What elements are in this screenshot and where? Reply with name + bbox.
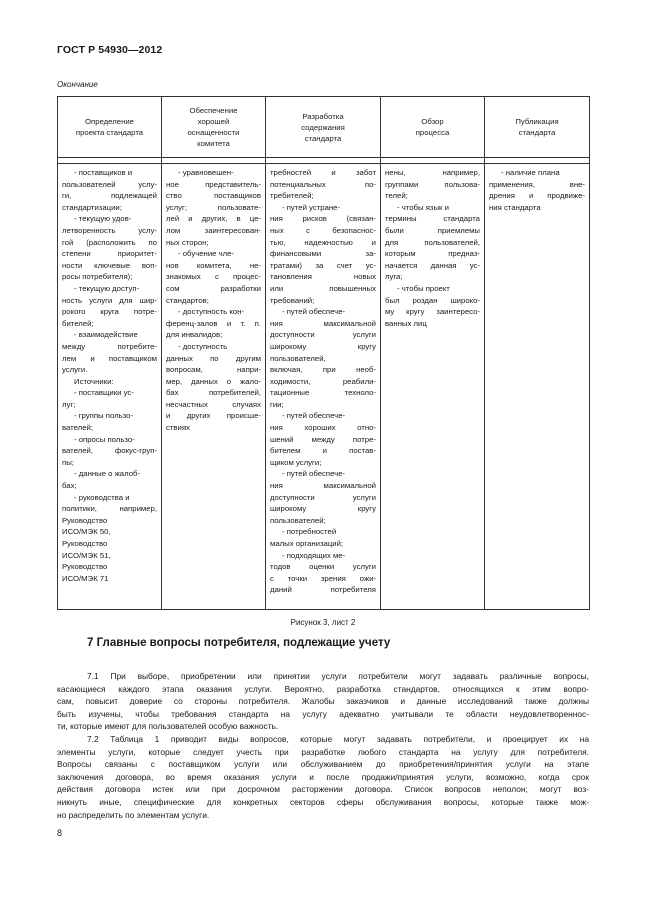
cell-text-line: пользователей, <box>270 353 326 363</box>
cell-text-line: щиком услуги; <box>270 457 322 467</box>
cell-text-line: стандартов; <box>166 295 209 305</box>
column-header-label: Определение проекта стандарта <box>75 117 144 137</box>
cell-review <box>381 164 485 610</box>
cell-text-line: или повышенных <box>270 283 376 293</box>
cell-text-line: - текущую удов- <box>74 214 132 224</box>
cell-text-line: ния максимальной <box>270 481 376 491</box>
cell-text-line: тью, надежностью и <box>270 237 376 247</box>
paragraph-line: быть изучены, чтобы требования стандарта на услугу адекватно учитывали те области неудовлетвореннос- <box>57 708 589 719</box>
cell-text-line: ИСО/МЭК 71 <box>62 573 109 583</box>
cell-text-line: пользователей; <box>270 515 326 525</box>
cell-text-line: ность услуги для шир- <box>62 295 157 305</box>
cell-text-line: ное представитель- <box>166 179 261 189</box>
cell-text-line: - путей обеспече- <box>282 307 346 317</box>
cell-text-line: между потребите- <box>62 341 157 351</box>
cell-text-line: - взаимодействие <box>74 330 138 340</box>
cell-text-line: бах потребителей, <box>166 388 261 398</box>
cell-text-line: начается данная ус- <box>385 260 480 270</box>
cell-text-line: применения, вне- <box>489 179 585 189</box>
cell-text-line: шений между потре- <box>270 434 376 444</box>
cell-text-line: - доступность кон- <box>178 307 245 317</box>
column-header-label: Публикация стандарта <box>515 117 559 137</box>
cell-text-line: ния рисков (связан- <box>270 214 376 224</box>
paragraph-line: Вопросы связаны с поставщиком услуги или обслуживанием до приобретения/принятия услуги на этапе <box>57 759 589 770</box>
paragraph-7-2 <box>57 733 589 821</box>
cell-text-line: услуг; пользовате- <box>166 202 261 212</box>
cell-text-line: ствиях <box>166 423 190 433</box>
cell-text-line: требителей; <box>270 191 314 201</box>
cell-text-line: малых организаций; <box>270 539 344 548</box>
cell-text-line: политики, например, <box>62 504 157 514</box>
cell-text-line: включая, при необ- <box>270 365 376 375</box>
paragraph-line: ти, которые имеют для пользователей особую важность. <box>57 721 279 732</box>
cell-text-line: были приемлемы <box>385 225 480 235</box>
cell-text-line: требностей и забот <box>270 168 376 177</box>
cell-text-line: дрения и продвиже- <box>489 191 585 201</box>
cell-text-line: ных сторон; <box>166 237 209 247</box>
continuation-label: Окончание <box>57 80 98 89</box>
cell-text-line: ванных лиц <box>385 318 427 328</box>
section-body <box>57 670 589 821</box>
cell-text-line: потенциальных по- <box>270 179 376 189</box>
paragraph-line: 7.2 Таблица 1 приводит виды вопросов, которые могут задавать потребители, и проецирует их на <box>87 733 589 744</box>
section-heading <box>87 637 390 649</box>
paragraph-7-1 <box>57 670 589 733</box>
cell-text-line: ния максимальной <box>270 318 376 328</box>
cell-text-line: бах; <box>62 481 77 491</box>
cell-text-line: тановления новых <box>270 272 376 282</box>
cell-text-line: бителей; <box>62 318 94 328</box>
cell-text-line: - подходящих ме- <box>282 550 346 560</box>
column-header-definition <box>58 97 162 158</box>
figure-caption: Рисунок 3, лист 2 <box>290 618 356 627</box>
column-header-label: Обеспечение хорошей оснащенности комитета <box>187 106 240 148</box>
cell-text-line: телей; <box>385 191 408 201</box>
cell-text-line: требований; <box>270 295 315 305</box>
cell-text-line: - группы пользо- <box>74 411 134 421</box>
cell-text-line: лем и поставщиком <box>62 353 157 363</box>
cell-text-line: - опросы пользо- <box>74 434 135 444</box>
cell-text-line: лей и других, в це- <box>166 214 261 224</box>
cell-text-line: тационные техноло- <box>270 388 376 398</box>
cell-text-line: вопросам, напри- <box>166 365 261 375</box>
paragraph-line: 7.1 При выборе, приобретении или принятии услуги потребители могут задавать различные вопросы, <box>87 671 589 681</box>
cell-text-line: несчастных случаях <box>166 399 261 409</box>
cell-text-line: доступности услуги <box>270 330 376 340</box>
cell-text-line: луга; <box>385 272 403 282</box>
cell-text-line: - руководства и <box>74 492 130 502</box>
cell-text-line: с точки зрения ожи- <box>270 573 376 583</box>
cell-text-line: рокого круга потре- <box>62 307 157 317</box>
cell-text-line: Руководство <box>62 515 108 525</box>
standard-development-stages-table <box>57 96 590 610</box>
cell-text-line: широкому кругу <box>270 504 376 514</box>
cell-text-line: вателей; <box>62 423 93 433</box>
cell-text-line: ги, подлежащей <box>62 191 157 201</box>
cell-text-line: для инвалидов; <box>166 330 223 340</box>
column-header-label: Обзор процесса <box>415 117 450 137</box>
cell-text-line: тратами) за счет ус- <box>270 260 376 270</box>
column-header-publication <box>485 97 590 158</box>
cell-text-line: гой (расположить по <box>62 237 157 247</box>
paragraph-line: никнуть иные, специфические для конкретных секторов сферы обслуживания вопросы, которые также мож- <box>57 796 589 807</box>
paragraph-line: касающиеся каждого этапа оказания услуги. Вероятно, разработка стандартов, относящихся к этим вопро- <box>57 683 589 694</box>
cell-text-line: термины стандарта <box>385 214 480 224</box>
cell-text-line: - наличие плана <box>501 168 560 177</box>
cell-text-line: нены, например, <box>385 168 480 177</box>
cell-text-line: - путей устране- <box>282 202 341 212</box>
section-number: 7 <box>87 637 94 649</box>
cell-text-line: - потребностей <box>282 527 337 537</box>
column-header-committee <box>162 97 266 158</box>
cell-text-line: даний потребителя <box>270 585 376 595</box>
cell-publication <box>485 164 590 610</box>
cell-text-line: широкому кругу <box>270 341 376 351</box>
cell-text-line: стандартизации; <box>62 202 122 212</box>
cell-text-line: пользователей услу- <box>62 179 157 189</box>
cell-text-line: тодов оценки услуги <box>270 562 376 572</box>
cell-text-line: - чтобы язык и <box>397 202 449 212</box>
cell-text-line: для пользователей, <box>385 237 480 247</box>
cell-text-line: - путей обеспече- <box>282 411 346 421</box>
cell-text-line: - поставщики ус- <box>74 388 134 398</box>
cell-text-line: ИСО/МЭК 51, <box>62 550 111 560</box>
cell-text-line: группами пользова- <box>385 179 480 189</box>
document-code-header: ГОСТ Р 54930—2012 <box>57 44 163 56</box>
cell-text-line: летворенность услу- <box>62 225 157 235</box>
cell-text-line: ния хороших отно- <box>270 423 376 433</box>
cell-text-line: и других происше- <box>166 411 261 421</box>
cell-text-line: ИСО/МЭК 50, <box>62 527 111 537</box>
paragraph-line: действия договора истек или при досрочном расторжении договора. Список вопросов неполон; могут воз- <box>57 784 589 795</box>
cell-text-line: росы потребителя); <box>62 272 133 282</box>
paragraph-line: сам, повысит доверие со стороны потребителя. Жалобы заказчиков и данные исследований также должны <box>57 696 589 707</box>
column-header-content <box>266 97 381 158</box>
cell-text-line: - текущую доступ- <box>74 283 140 293</box>
cell-text-line: был роздан широко- <box>385 295 480 305</box>
table-row <box>58 164 590 610</box>
page-number: 8 <box>57 828 63 838</box>
cell-text-line: вателей, фокус-груп- <box>62 446 157 456</box>
cell-committee <box>162 164 266 610</box>
cell-text-line: которым предназ- <box>385 249 480 259</box>
cell-text-line: - данные о жалоб- <box>74 469 141 479</box>
cell-text-line: му кругу заинтересо- <box>385 307 480 317</box>
cell-text-line: нов комитета, не- <box>166 260 261 270</box>
cell-text-line: ния стандарта <box>489 202 541 212</box>
cell-content <box>266 164 381 610</box>
column-header-label: Разработка содержания стандарта <box>301 111 345 143</box>
cell-text-line: ности ключевые воп- <box>62 260 157 270</box>
cell-text-line: - обучение чле- <box>178 249 235 259</box>
cell-definition <box>58 164 162 610</box>
cell-text-line: луг; <box>62 399 76 409</box>
cell-text-line: ных с безопаснос- <box>270 225 376 235</box>
cell-text-line: - доступность <box>178 341 228 351</box>
table-header-row <box>58 97 590 158</box>
cell-text-line: Руководство <box>62 539 108 548</box>
cell-text-line: - поставщиков и <box>74 168 133 177</box>
cell-text-line: - уравновешен- <box>178 168 234 177</box>
cell-text-line: - путей обеспече- <box>282 469 346 479</box>
cell-text-line: гии; <box>270 399 284 409</box>
cell-text-line: финансовыми за- <box>270 249 376 259</box>
cell-text-line: Руководство <box>62 562 108 572</box>
cell-text-line: доступности услуги <box>270 492 376 502</box>
paragraph-line: но распределить по элементам услуги. <box>57 809 210 820</box>
cell-text-line: лом заинтересован- <box>166 225 261 235</box>
cell-text-line: данных по другим <box>166 353 261 363</box>
cell-text-line: ство поставщиков <box>166 191 261 201</box>
cell-text-line: услуги. <box>62 365 88 375</box>
cell-text-line: пы; <box>62 457 74 467</box>
column-header-review <box>381 97 485 158</box>
cell-text-line: степени приоритет- <box>62 249 157 259</box>
cell-text-line: знакомых с процес- <box>166 272 261 282</box>
paragraph-line: элементы услуги, которые следует учесть при разработке любого стандарта на услугу для потребителя. <box>57 746 589 757</box>
paragraph-line: заключения договора, во время оказания услуги и после продажи/принятия услуги, возможно, когда срок <box>57 771 589 782</box>
section-title: Главные вопросы потребителя, подлежащие учету <box>96 637 391 649</box>
cell-text-line: бителем и постав- <box>270 446 376 456</box>
cell-text-line: Источники: <box>74 376 114 386</box>
cell-text-line: сом разработки <box>166 283 261 293</box>
cell-text-line: ходимости, реабили- <box>270 376 376 386</box>
cell-text-line: ференц-залов и т. п. <box>166 318 261 328</box>
cell-text-line: мер, данных о жало- <box>166 376 261 386</box>
cell-text-line: - чтобы проект <box>397 283 450 293</box>
